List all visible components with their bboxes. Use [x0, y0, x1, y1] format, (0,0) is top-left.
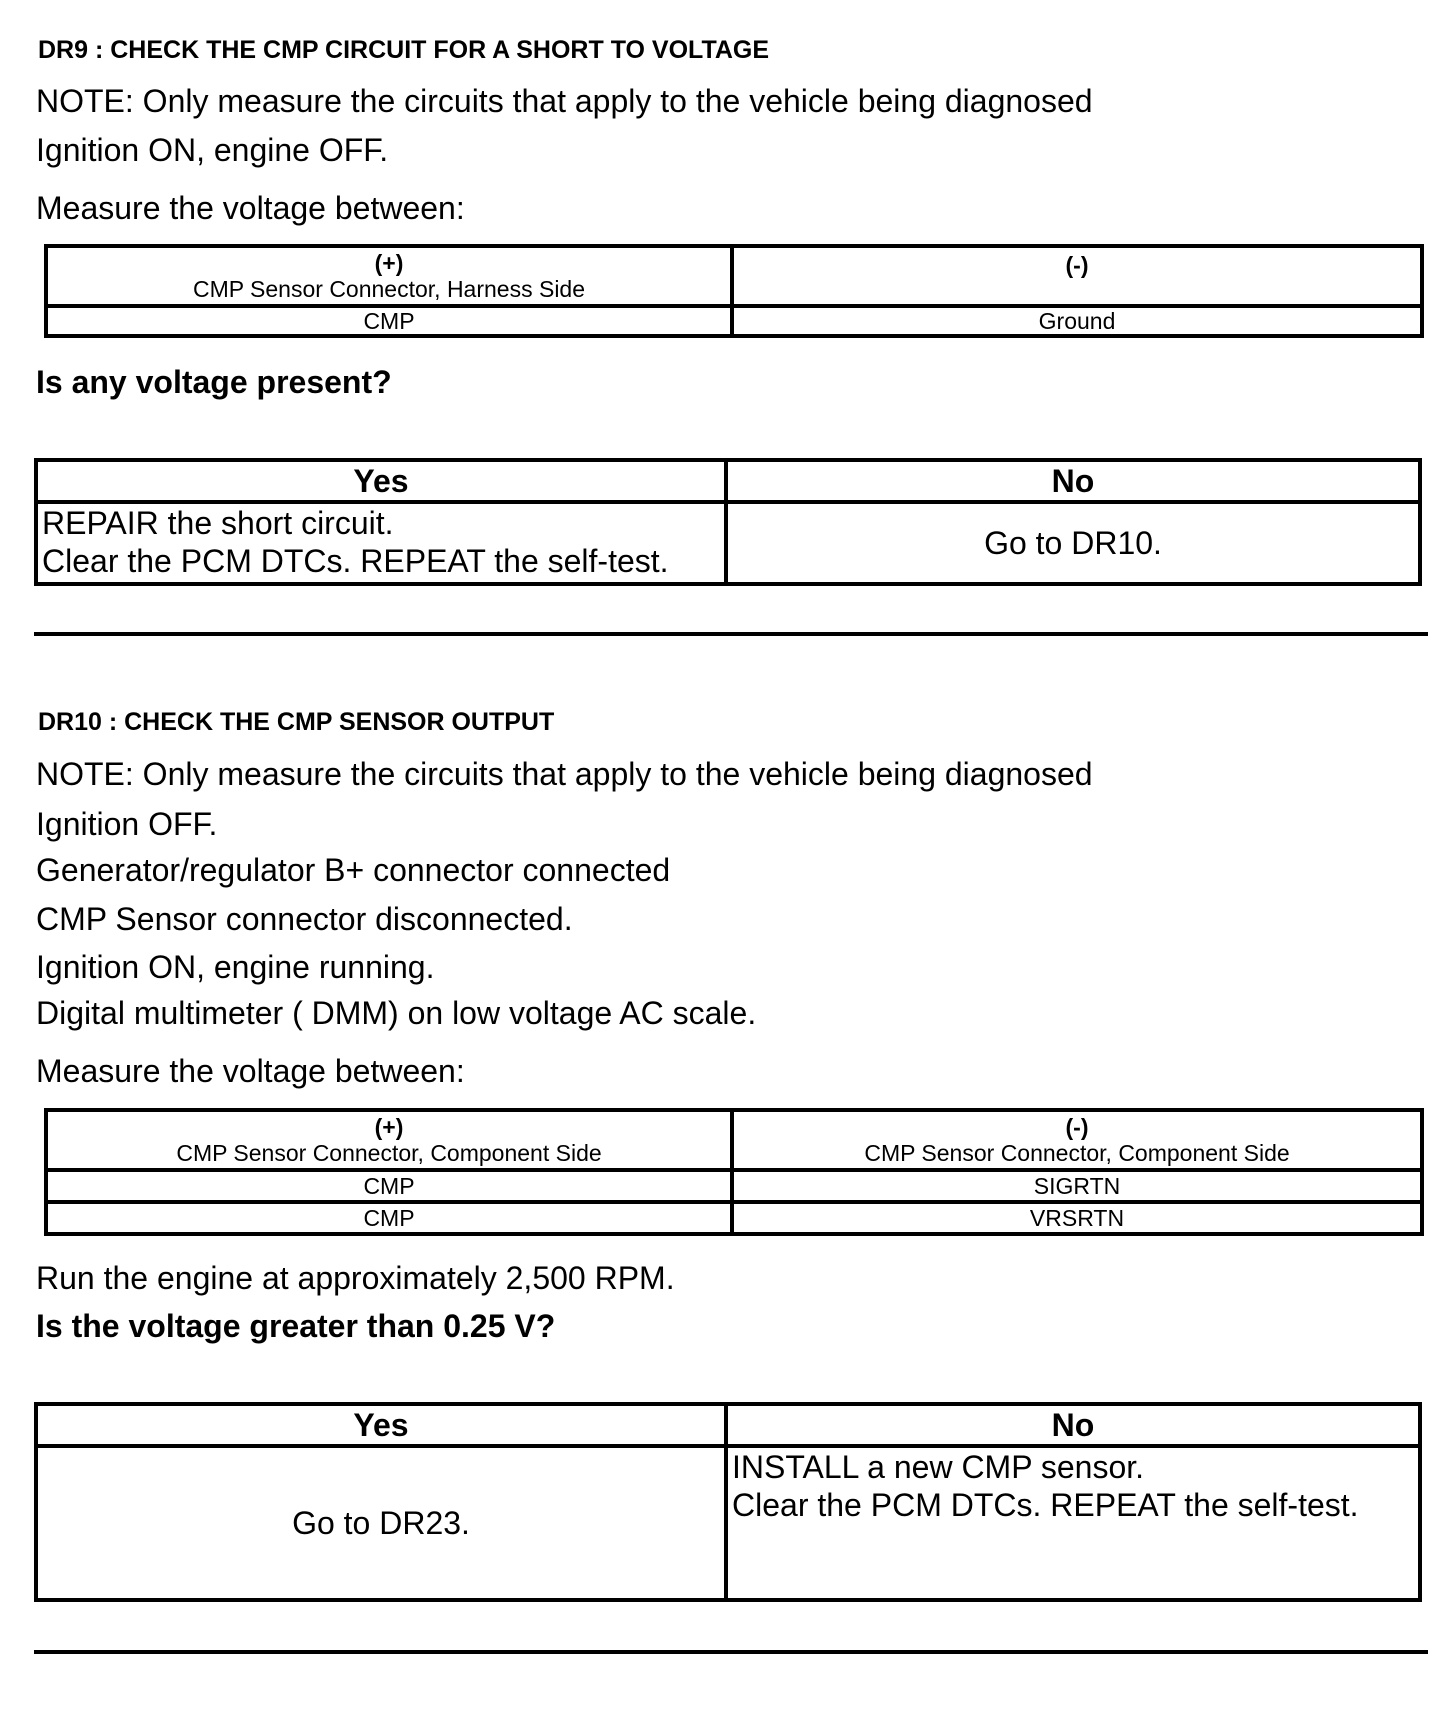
minus-cell: SIGRTN: [732, 1170, 1422, 1202]
result-header-row: [36, 1404, 1420, 1446]
plus-cell: CMP: [46, 1202, 732, 1234]
dr10-measure-line: Measure the voltage between:: [36, 1053, 465, 1089]
minus-symbol: (-): [1065, 1114, 1089, 1140]
dr9-measure-line: Measure the voltage between:: [36, 190, 465, 226]
no-line-1: INSTALL a new CMP sensor.: [732, 1449, 1145, 1485]
measure-table-header-row: [46, 246, 1422, 306]
yes-line-1: REPAIR the short circuit.: [42, 505, 394, 541]
plus-cell: CMP: [46, 1170, 732, 1202]
dr10-note: NOTE: Only measure the circuits that apply to the vehicle being diagnosed: [36, 756, 1093, 792]
minus-header-label: CMP Sensor Connector, Component Side: [864, 1140, 1290, 1166]
dr10-question: Is the voltage greater than 0.25 V?: [36, 1308, 556, 1344]
minus-header-cell: [732, 1110, 1422, 1170]
yes-header: Yes: [36, 1404, 726, 1446]
section-divider: [34, 1650, 1428, 1654]
plus-header-cell: [46, 246, 732, 306]
dr10-engine-running: Ignition ON, engine running.: [36, 949, 435, 985]
dr9-ignition-line: Ignition ON, engine OFF.: [36, 132, 389, 168]
plus-symbol: (+): [374, 250, 404, 276]
no-header: No: [726, 1404, 1420, 1446]
table-row: [46, 306, 1422, 336]
plus-cell: CMP: [46, 306, 732, 336]
yes-cell: Go to DR23.: [36, 1446, 726, 1600]
dr9-question: Is any voltage present?: [36, 364, 392, 400]
plus-header-label: CMP Sensor Connector, Component Side: [176, 1140, 602, 1166]
minus-header-cell: [732, 246, 1422, 306]
dr10-sensor-disconnected: CMP Sensor connector disconnected.: [36, 901, 573, 937]
dr9-note: NOTE: Only measure the circuits that apply to the vehicle being diagnosed: [36, 83, 1093, 119]
dr10-ignition-off: Ignition OFF.: [36, 806, 218, 842]
minus-symbol: (-): [1065, 252, 1089, 278]
result-header-row: [36, 460, 1420, 502]
plus-symbol: (+): [374, 1114, 404, 1140]
dr10-rpm-line: Run the engine at approximately 2,500 RPM.: [36, 1260, 675, 1296]
result-body-row: [36, 1446, 1420, 1600]
table-row: [46, 1170, 1422, 1202]
minus-cell: VRSRTN: [732, 1202, 1422, 1234]
plus-header-cell: [46, 1110, 732, 1170]
result-body-row: [36, 502, 1420, 584]
dr10-measure-table: [44, 1108, 1424, 1236]
dr9-result-table: [34, 458, 1422, 586]
dr10-heading: DR10 : CHECK THE CMP SENSOR OUTPUT: [38, 708, 555, 736]
yes-cell: [36, 502, 726, 584]
measure-table-header-row: [46, 1110, 1422, 1170]
section-divider: [34, 632, 1428, 636]
yes-line-2: Clear the PCM DTCs. REPEAT the self-test.: [42, 543, 669, 579]
dr10-dmm-line: Digital multimeter ( DMM) on low voltage AC scale.: [36, 995, 757, 1031]
no-header: No: [726, 460, 1420, 502]
no-cell: Go to DR10.: [726, 502, 1420, 584]
no-line-2: Clear the PCM DTCs. REPEAT the self-test.: [732, 1487, 1359, 1523]
dr9-heading: DR9 : CHECK THE CMP CIRCUIT FOR A SHORT TO VOLTAGE: [38, 36, 770, 64]
yes-header: Yes: [36, 460, 726, 502]
dr10-generator-line: Generator/regulator B+ connector connected: [36, 852, 671, 888]
plus-header-label: CMP Sensor Connector, Harness Side: [192, 276, 586, 302]
table-row: [46, 1202, 1422, 1234]
dr10-result-table: [34, 1402, 1422, 1602]
no-cell: [726, 1446, 1420, 1600]
minus-cell: Ground: [732, 306, 1422, 336]
dr9-measure-table: [44, 244, 1424, 338]
